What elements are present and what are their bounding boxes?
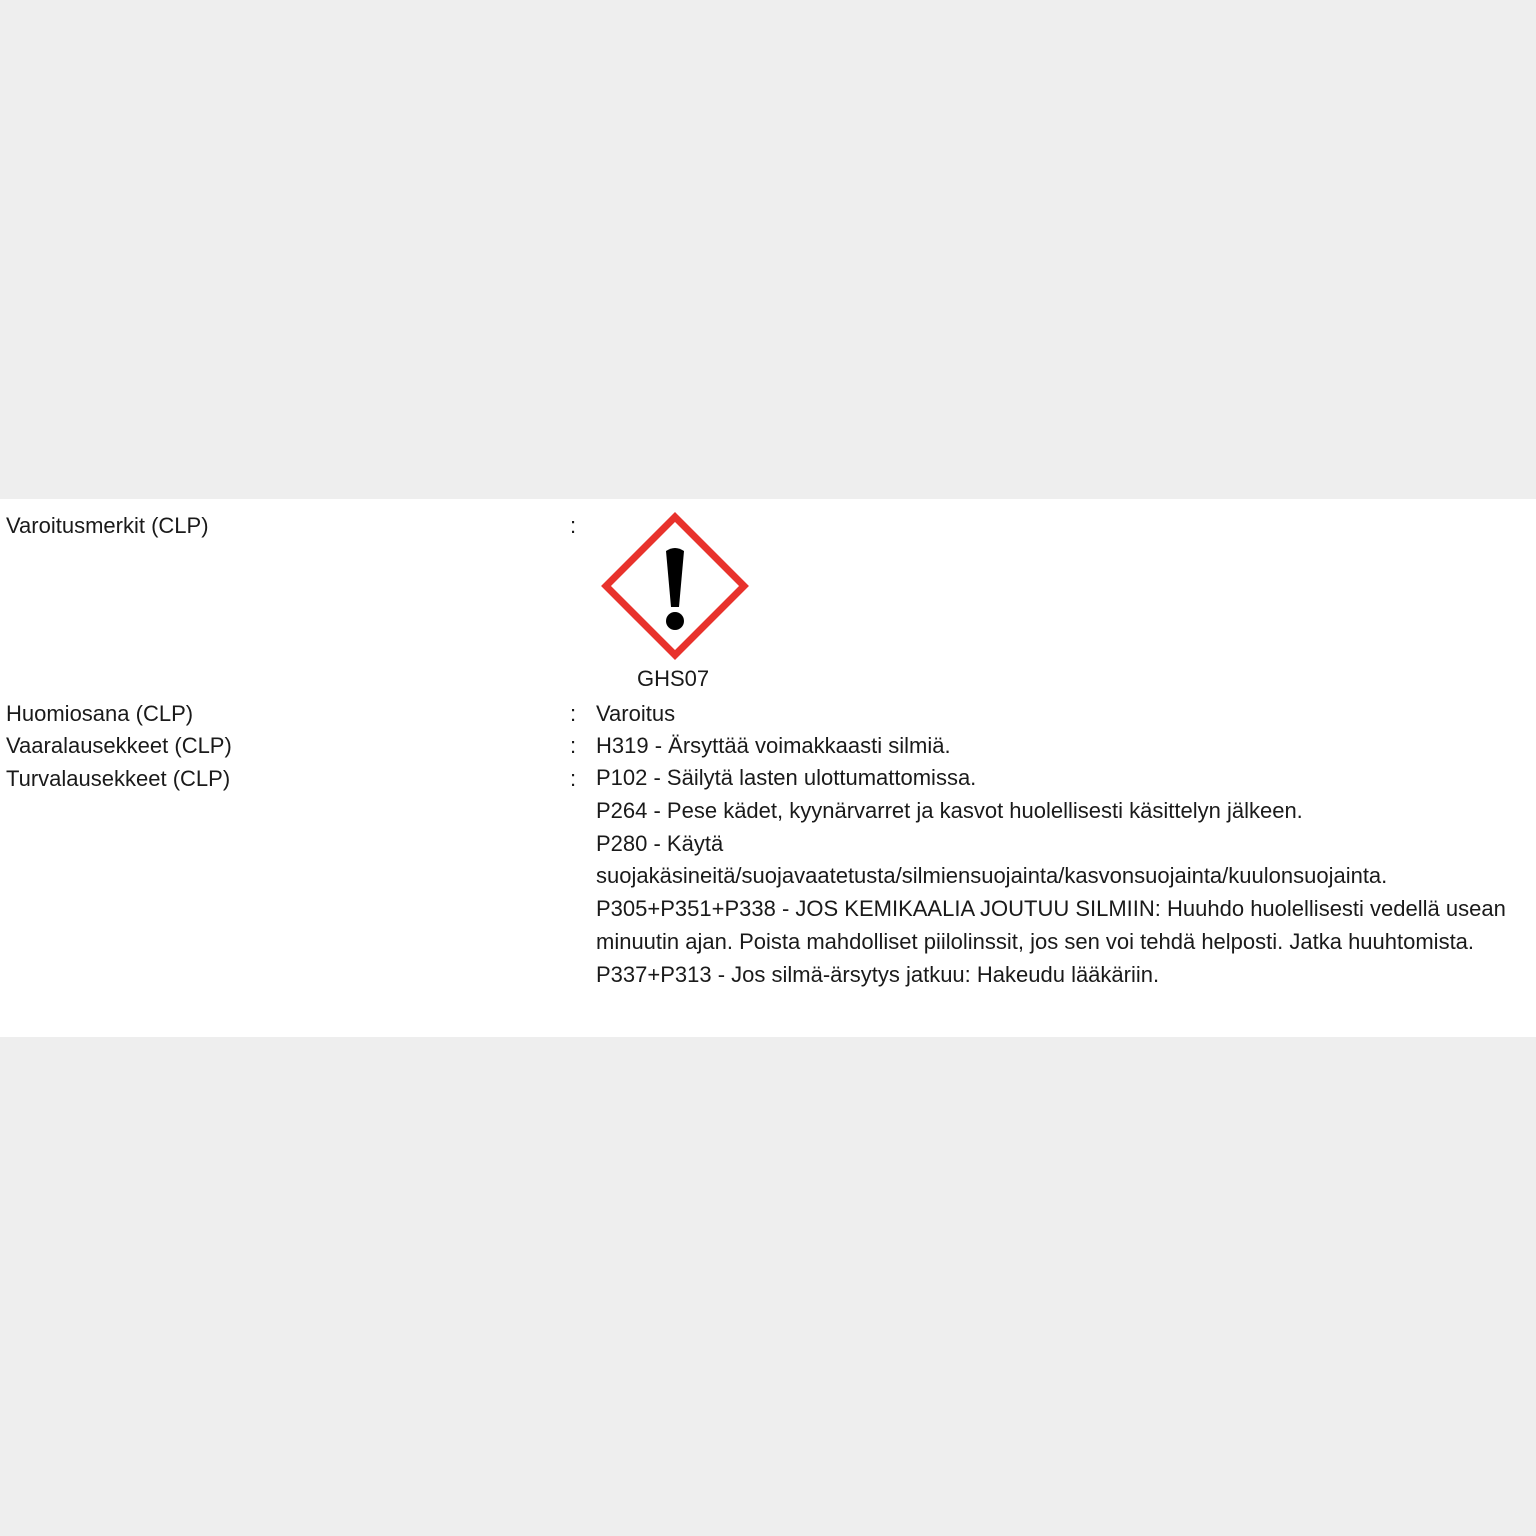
clp-labelling-section bbox=[0, 499, 1536, 1037]
precautionary-statements-colon: : bbox=[570, 766, 577, 791]
pictograms-colon: : bbox=[570, 513, 577, 538]
pictograms-label: Varoitusmerkit (CLP) bbox=[6, 513, 209, 538]
signal-word-label: Huomiosana (CLP) bbox=[6, 701, 194, 726]
signal-word-value: Varoitus bbox=[596, 701, 676, 726]
hazard-statements-label: Vaaralausekkeet (CLP) bbox=[6, 733, 232, 758]
precautionary-statement-p305: P305+P351+P338 - JOS KEMIKAALIA JOUTUU SILMIIN: Huuhdo huolellisesti vedellä usean minuutin ajan. Poista mahdolliset piilolinssit, jos sen voi tehdä helposti. Jatka huuhtomista. bbox=[596, 896, 1506, 954]
precautionary-statement-p264: P264 - Pese kädet, kyynärvarret ja kasvot huolellisesti käsittelyn jälkeen. bbox=[596, 797, 1303, 823]
precautionary-statement-p102: P102 - Säilytä lasten ulottumattomissa. bbox=[596, 765, 977, 790]
hazard-statement: H319 - Ärsyttää voimakkaasti silmiä. bbox=[596, 733, 951, 758]
precautionary-statements-list bbox=[596, 762, 1526, 992]
pictogram-code: GHS07 bbox=[637, 666, 710, 691]
hazard-statements-colon: : bbox=[570, 733, 577, 758]
ghs07-exclamation-icon bbox=[600, 511, 750, 661]
precautionary-statement-p337: P337+P313 - Jos silmä-ärsytys jatkuu: Hakeudu lääkäriin. bbox=[596, 961, 1160, 987]
precautionary-statement-p280: P280 - Käytä suojakäsineitä/suojavaatetusta/silmiensuojainta/kasvonsuojainta/kuulonsuojainta. bbox=[596, 830, 1388, 889]
precautionary-statements-label: Turvalausekkeet (CLP) bbox=[6, 766, 231, 791]
signal-word-colon: : bbox=[570, 701, 577, 726]
